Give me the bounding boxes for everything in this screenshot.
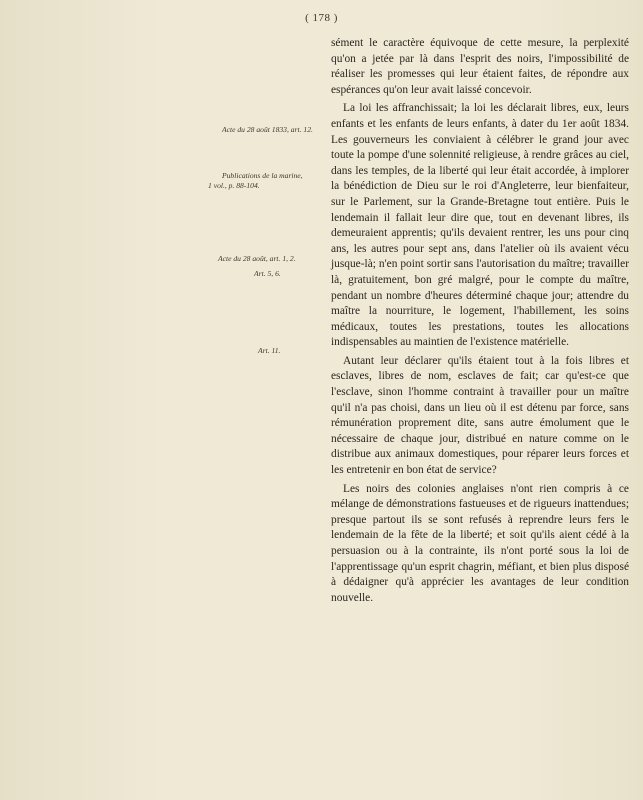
margin-note-acte-1833: Acte du 28 août 1833, art. 12.	[222, 125, 313, 134]
margin-note-publications: Publications de la marine,	[222, 171, 303, 180]
paragraph-4: Les noirs des colonies anglaises n'ont rien compris à ce mélange de démonstrations fastueuses et de rigueurs inattendues; presque partout ils se sont refusés à reprendre leurs fers le lendemain de la fête de la liberté; et soit qu'ils aient cédé à la persuasion ou à la contrainte, ils n'ont porté sous la loi de l'apprentissage qu'un esprit chagrin, méfiant, et bien plus disposé à dédaigner qu'à apprécier les avantages de leur condition nouvelle.	[331, 482, 629, 604]
paragraph-2: La loi les affranchissait; la loi les déclarait libres, eux, leurs enfants et les enfants de leurs enfants, à dater du 1er août 1834. Les gouverneurs les conviaient à célébrer le grand jour avec toute la pompe d'une solennité religieuse, à rendre grâces au ciel, dans les temples, de la liberté qui leur était accordée, à implorer la bénédiction de Dieu sur le roi d'Angleterre, leur bienfaiteur, sur le Parlement, sur la Grande-Bretagne tout entière. Puis le lendemain il fallait leur dire que, tout en devenant libres, ils demeuraient apprentis; qu'ils devaient rentrer, les uns pour cinq ans, les autres pour sept ans, dans l'atelier où ils avaient vécu jusque-là; n'en point sortir sans l'autorisation du maître; travailler là, gratuitement, bon gré malgré, pour le compte du maître, pendant un nombre d'heures déterminé chaque jour; attendre du maître la nourriture, le logement, l'habillement, les soins médicaux, toutes les prestations, toutes les allocations indispensables au maintien de l'existence matérielle.	[331, 102, 629, 349]
page-number: ( 178 )	[305, 12, 338, 24]
paragraph-1: sément le caractère équivoque de cette mesure, la perplexité qu'on a jetée par là dans l'esprit des noirs, l'impossibilité de réaliser les promesses qui leur étaient faites, de répondre aux espérances qu'on leur avait laissé concevoir.	[331, 37, 629, 96]
paragraph-3: Autant leur déclarer qu'ils étaient tout à la fois libres et esclaves, libres de nom, esclaves de fait; car qu'est-ce que l'esclave, sinon l'homme contraint à travailler pour un maître qu'il n'a pas choisi, dans un lieu où il est détenu par force, sans rémunération proprement dite, sans autre émolument que le nécessaire de chaque jour, distribué en nature comme on le distribue aux animaux domestiques, pour réparer leurs forces et les entretenir en bon état de service?	[331, 354, 629, 477]
margin-note-acte-articles: Acte du 28 août, art. 1, 2.	[218, 254, 296, 263]
body-text	[331, 36, 629, 609]
margin-note-volume: 1 vol., p. 88-104.	[208, 181, 260, 190]
margin-note-art-11: Art. 11.	[258, 346, 281, 355]
margin-note-art-5-6: Art. 5, 6.	[254, 269, 281, 278]
